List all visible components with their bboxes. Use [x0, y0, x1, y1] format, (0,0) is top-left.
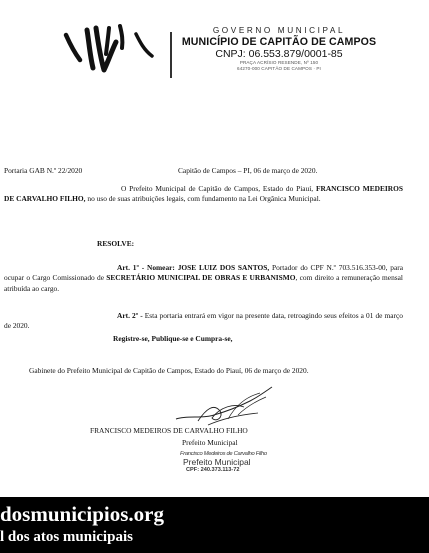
article-2-label: Art. 2º - [117, 311, 143, 320]
government-label: GOVERNO MUNICIPAL [212, 26, 346, 35]
cnpj: CNPJ: 06.553.879/0001-85 [215, 48, 343, 60]
article-1-cargo: SECRETÁRIO MUNICIPAL DE OBRAS E URBANISMO [106, 273, 296, 283]
watermark-banner [0, 497, 429, 553]
article-1-text: Portador do CPF N.º 703.516.353-00, para ocupar o Cargo Comissionado de [4, 263, 403, 283]
intro-text-2: no uso de suas atribuições legais, com fundamento na Lei Orgânica Municipal. [85, 194, 321, 204]
letterhead-text [174, 26, 384, 72]
address-line-1: PRAÇA ACRÍSIO RESENDE, Nº 150 [239, 60, 319, 65]
portaria-number: Portaria GAB N.º 22/2020 [4, 166, 83, 175]
resolve-label: RESOLVE: [97, 239, 135, 248]
article-1-label: Art. 1º - Nomear: JOSE LUIZ DOS SANTOS, [117, 263, 270, 272]
article-1 [4, 263, 403, 294]
article-1-text-2: , com direito a remuneração mensal atribuída ao cargo. [4, 273, 403, 293]
registre-line [113, 334, 233, 344]
banner-tagline: l dos atos municipais [0, 529, 133, 545]
article-2-text: Esta portaria entrará em vigor na presente data, retroagindo seus efeitos a 01 de março de 2020. [4, 311, 403, 331]
registre-text: Registre-se, Publique-se e Cumpra-se, [113, 334, 233, 343]
letterhead [62, 20, 382, 82]
stamp-cpf: CPF: 240.373.113-72 [186, 467, 240, 473]
resolve-heading [97, 239, 134, 249]
handwritten-signature [168, 385, 278, 427]
banner-site-name: dosmunicipios.org [0, 502, 164, 526]
address-line-2: 64270-000 CAPITÃO DE CAMPOS · PI [237, 66, 321, 71]
municipality-name: MUNICÍPIO DE CAPITÃO DE CAMPOS [181, 36, 377, 48]
letterhead-divider [170, 32, 172, 78]
stamp-name: Francisco Medeiros de Carvalho Filho [180, 451, 267, 457]
stamp-title: Prefeito Municipal [183, 457, 251, 467]
signature-name: FRANCISCO MEDEIROS DE CARVALHO FILHO [90, 426, 248, 435]
intro-paragraph [4, 184, 403, 205]
article-2 [4, 311, 403, 332]
signature-title: Prefeito Municipal [182, 438, 238, 447]
gabinete-paragraph: Gabinete do Prefeito Municipal de Capitão de Campos, Estado do Piauí, 06 de março de 2020. [29, 366, 309, 375]
official-stamp [180, 451, 267, 474]
municipal-logo [62, 20, 157, 80]
mayor-name: FRANCISCO MEDEIROS DE CARVALHO FILHO, [4, 184, 403, 204]
place-date: Capitão de Campos – PI, 06 de março de 2020. [178, 166, 318, 175]
intro-text: O Prefeito Municipal de Capitão de Campos, Estado do Piauí, [121, 184, 314, 193]
